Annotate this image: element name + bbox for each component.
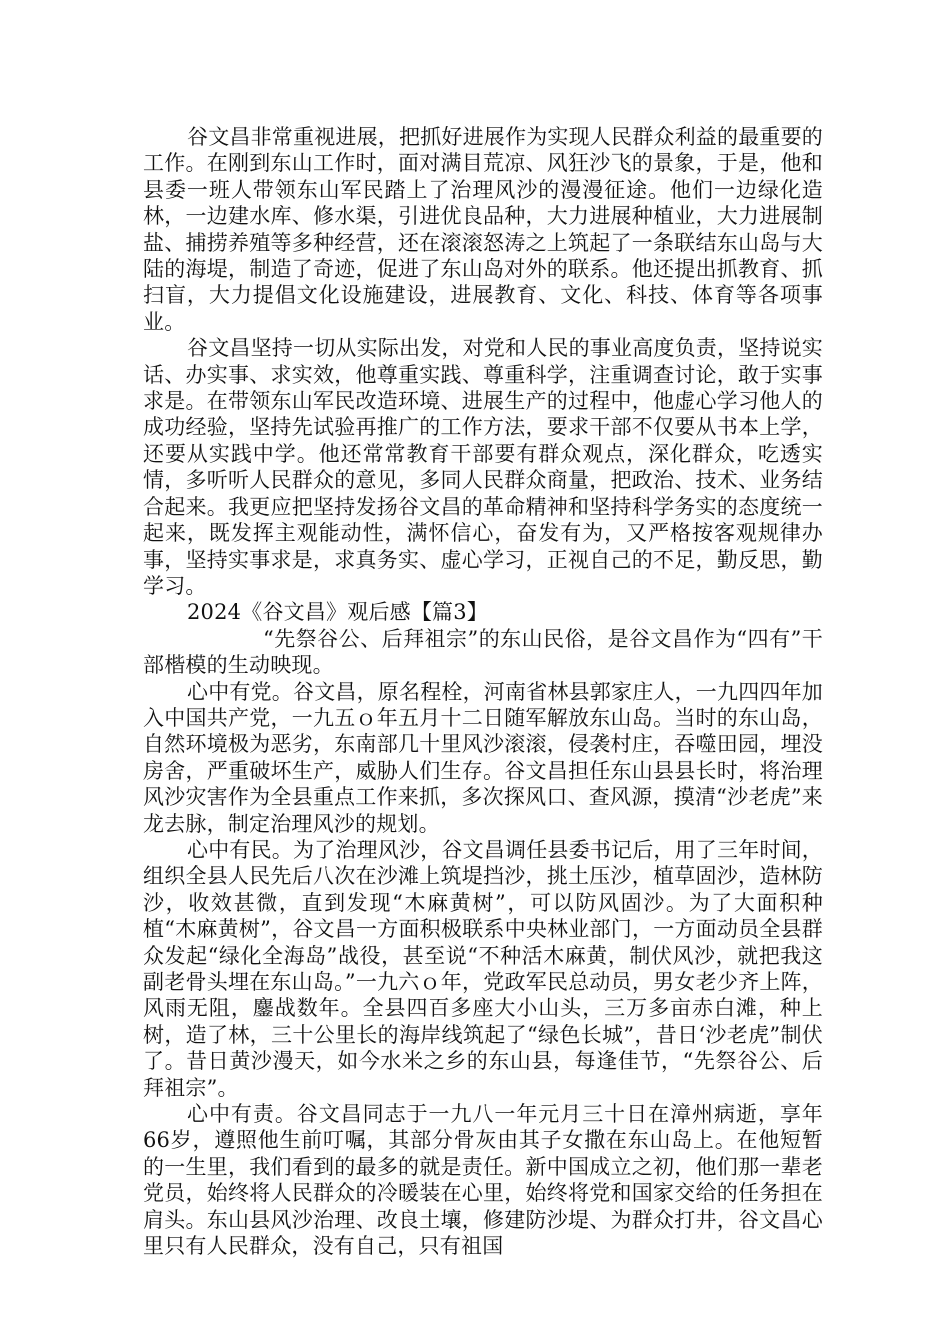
section-heading: 2024《谷文昌》观后感【篇3】	[187, 600, 489, 625]
paragraph-5: 心中有民。为了治理风沙，谷文昌调任县委书记后，用了三年时间，组织全县人民先后八次在沙滩上筑堤挡沙，挑土压沙，植草固沙，造林防沙，收效甚微，直到发现“木麻黄树”，可以防风固沙。为了大面积种植“木麻黄树”，谷文昌一方面积极联系中央林业部门，一方面动员全县群众发起“绿化全海岛”战役，甚至说“不种活木麻黄，制伏风沙，就把我这副老骨头埋在东山岛。”一九六ｏ年，党政军民总动员，男女老少齐上阵，风雨无阻，鏖战数年。全县四百多座大小山头，三万多亩赤白滩，种上树，造了林，三十公里长的海岸线筑起了“绿色长城”，昔日‘沙老虎”制伏了。昔日黄沙漫天，如今水米之乡的东山县，每逢佳节，“先祭谷公、后拜祖宗”。	[143, 837, 823, 1100]
paragraph-4: 心中有党。谷文昌，原名程栓，河南省林县郭家庄人，一九四四年加入中国共产党，一九五ｏ年五月十二日随军解放东山岛。当时的东山岛，自然环境极为恶劣，东南部几十里风沙滚滚，侵袭村庄，吞噬田园，埋没房舍，严重破坏生产，威胁人们生存。谷文昌担任东山县县长时，将治理风沙灾害作为全县重点工作来抓，多次探风口、查风源，摸清“沙老虎”来龙去脉，制定治理风沙的规划。	[143, 679, 823, 836]
paragraph-6: 心中有责。谷文昌同志于一九八一年元月三十日在漳州病逝，享年66岁，遵照他生前叮嘱，其部分骨灰由其子女撒在东山岛上。在他短暂的一生里，我们看到的最多的就是责任。新中国成立之初，他们那一辈老党员，始终将人民群众的冷暖装在心里，始终将党和国家交给的任务担在肩头。东山县风沙治理、改良土壤，修建防沙堤、为群众打井，谷文昌心里只有人民群众，没有自己，只有祖国	[143, 1102, 823, 1259]
paragraph-2: 谷文昌坚持一切从实际出发，对党和人民的事业高度负责，坚持说实话、办实事、求实效，他尊重实践、尊重科学，注重调查讨论，敢于实事求是。在带领东山军民改造环境、进展生产的过程中，他虚心学习他人的成功经验，坚持先试验再推广的工作方法，要求干部不仅要从书本上学，还要从实践中学。他还常常教育干部要有群众观点，深化群众，吃透实情，多听听人民群众的意见，多同人民群众商量，把政治、技术、业务结合起来。我更应把坚持发扬谷文昌的革命精神和坚持科学务实的态度统一起来，既发挥主观能动性，满怀信心，奋发有为，又严格按客观规律办事，坚持实事求是，求真务实、虚心学习，正视自己的不足，勤反思，勤学习。	[143, 336, 823, 598]
document-body	[143, 124, 823, 1259]
paragraph-3: “先祭谷公、后拜祖宗”的东山民俗，是谷文昌作为“四有”干部楷模的生动映现。	[143, 626, 823, 678]
paragraph-1: 谷文昌非常重视进展，把抓好进展作为实现人民群众利益的最重要的工作。在刚到东山工作时，面对满目荒凉、风狂沙飞的景象，于是，他和县委一班人带领东山军民踏上了治理风沙的漫漫征途。他们一边绿化造林，一边建水库、修水渠，引进优良品种，大力进展种植业，大力进展制盐、捕捞养殖等多种经营，还在滚滚怒涛之上筑起了一条联结东山岛与大陆的海堤，制造了奇迹，促进了东山岛对外的联系。他还提出抓教育、抓扫盲，大力提倡文化设施建设，进展教育、文化、科技、体育等各项事业。	[143, 125, 823, 334]
